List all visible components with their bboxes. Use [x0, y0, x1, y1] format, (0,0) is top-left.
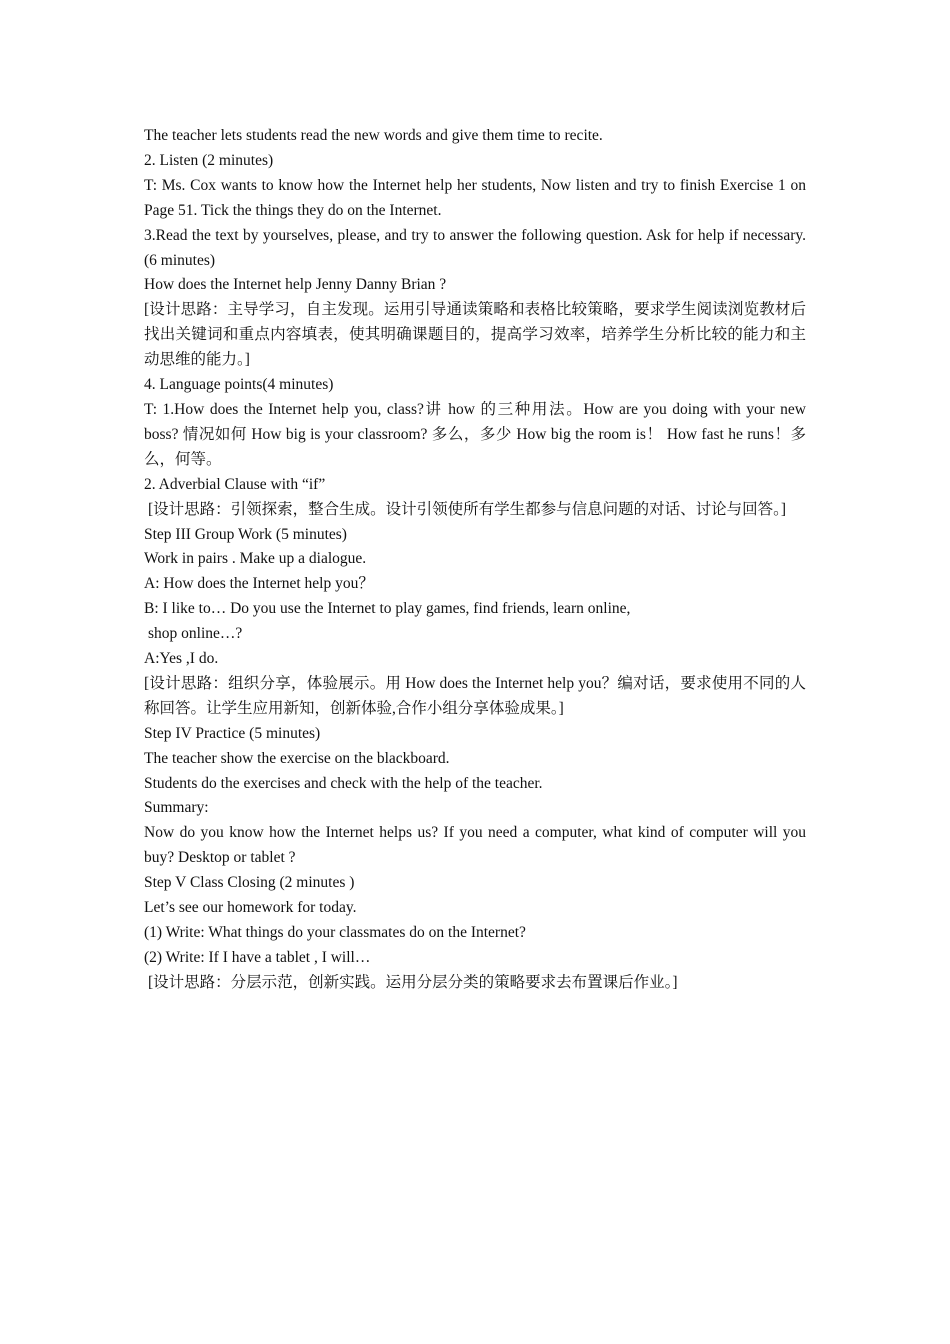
- paragraph: T: 1.How does the Internet help you, class?讲 how 的三种用法。How are you doing with your new boss? 情况如何 How big is your classroom? 多么，多少 How big the room is！ How fast he runs！多么，何等。: [144, 400, 806, 468]
- paragraph: Summary:: [144, 799, 209, 817]
- paragraph: B: I like to… Do you use the Internet to play games, find friends, learn online,: [144, 600, 631, 618]
- paragraph: [设计思路：分层示范，创新实践。运用分层分类的策略要求去布置课后作业。]: [148, 973, 678, 991]
- paragraph: [设计思路：组织分享，体验展示。用 How does the Internet help you？编对话，要求使用不同的人称回答。让学生应用新知，创新体验,合作小组分享体验成果。]: [144, 674, 806, 717]
- paragraph: 2. Adverbial Clause with “if”: [144, 475, 326, 493]
- paragraph: Let’s see our homework for today.: [144, 899, 357, 917]
- paragraph: How does the Internet help Jenny Danny Brian ?: [144, 276, 447, 294]
- paragraph: A: How does the Internet help you？: [144, 575, 374, 593]
- paragraph: 3.Read the text by yourselves, please, and try to answer the following question. Ask for help if necessary. (6 minutes): [144, 226, 806, 269]
- paragraph: T: Ms. Cox wants to know how the Internet help her students, Now listen and try to finish Exercise 1 on Page 51. Tick the things they do on the Internet.: [144, 176, 806, 219]
- paragraph: shop online…?: [148, 625, 243, 643]
- paragraph: 4. Language points(4 minutes): [144, 376, 334, 394]
- paragraph: The teacher show the exercise on the blackboard.: [144, 749, 450, 767]
- paragraph: Step IV Practice (5 minutes): [144, 724, 321, 742]
- paragraph: [设计思路：引领探索，整合生成。设计引领使所有学生都参与信息问题的对话、讨论与回答。]: [148, 500, 787, 518]
- paragraph: Step V Class Closing (2 minutes ): [144, 874, 355, 892]
- paragraph: A:Yes ,I do.: [144, 650, 219, 668]
- paragraph: [设计思路：主导学习，自主发现。运用引导通读策略和表格比较策略，要求学生阅读浏览教材后找出关键词和重点内容填表，使其明确课题目的，提高学习效率，培养学生分析比较的能力和主动思维的能力。]: [144, 301, 806, 369]
- document-page: [144, 124, 806, 996]
- paragraph: The teacher lets students read the new words and give them time to recite.: [144, 127, 603, 144]
- paragraph: (1) Write: What things do your classmates do on the Internet?: [144, 924, 526, 941]
- paragraph: (2) Write: If I have a tablet , I will…: [144, 948, 371, 966]
- paragraph: Step III Group Work (5 minutes): [144, 525, 347, 543]
- paragraph: Work in pairs . Make up a dialogue.: [144, 550, 367, 568]
- paragraph: Students do the exercises and check with the help of the teacher.: [144, 774, 543, 792]
- paragraph: Now do you know how the Internet helps us? If you need a computer, what kind of computer will you buy? Desktop or tablet ?: [144, 824, 806, 867]
- paragraph: 2. Listen (2 minutes): [144, 151, 274, 169]
